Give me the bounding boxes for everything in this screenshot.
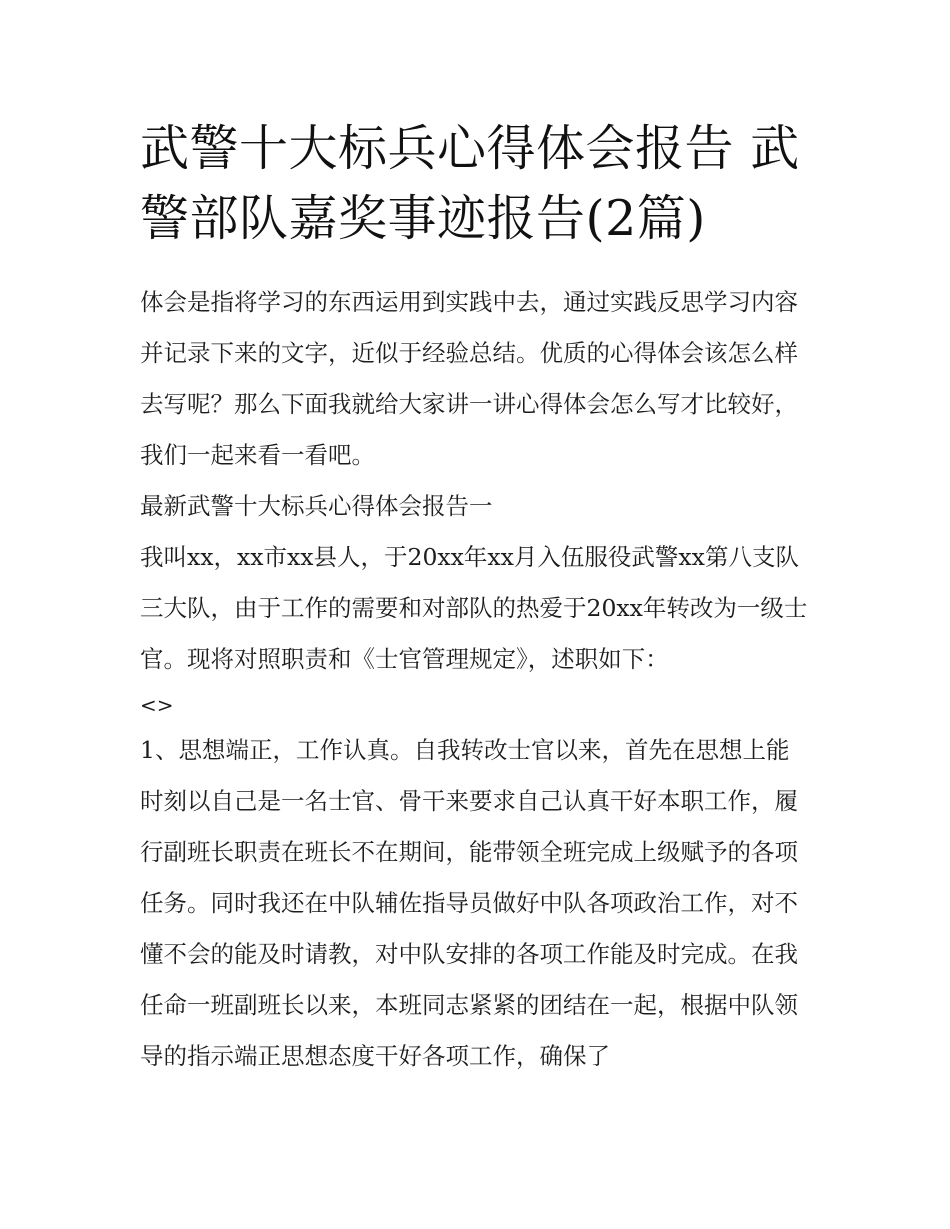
intro-paragraph: 体会是指将学习的东西运用到实践中去，通过实践反思学习内容并记录下来的文字，近似于经验总结。优质的心得体会该怎么样去写呢？那么下面我就给大家讲一讲心得体会怎么写才比较好，我们一起来看一看吧。 <box>140 288 798 469</box>
document-title <box>140 114 812 254</box>
body-paragraph-2: 1、思想端正，工作认真。自我转改士官以来，首先在思想上能时刻以自己是一名士官、骨干来要求自己认真干好本职工作，履行副班长职责在班长不在期间，能带领全班完成上级赋予的各项任务。同时我还在中队辅佐指导员做好中队各项政治工作，对不懂不会的能及时请教，对中队安排的各项工作能及时完成。在我任命一班副班长以来，本班同志紧紧的团结在一起，根据中队领导的指示端正思想态度干好各项工作，确保了 <box>140 736 798 1070</box>
title-part-2: 武警部队嘉奖事迹报告(2篇) <box>140 120 800 247</box>
section-heading: 最新武警十大标兵心得体会报告一 <box>140 492 493 520</box>
document-body <box>140 114 812 1082</box>
symbol-line: <> <box>140 693 174 717</box>
body-paragraph-1: 我叫xx，xx市xx县人，于20xx年xx月入伍服役武警xx第八支队三大队，由于工作的需要和对部队的热爱于20xx年转改为一级士官。现将对照职责和《士官管理规定》，述职如下： <box>140 543 808 673</box>
title-separator <box>734 120 750 177</box>
title-part-1: 武警十大标兵心得体会报告 <box>140 120 735 177</box>
